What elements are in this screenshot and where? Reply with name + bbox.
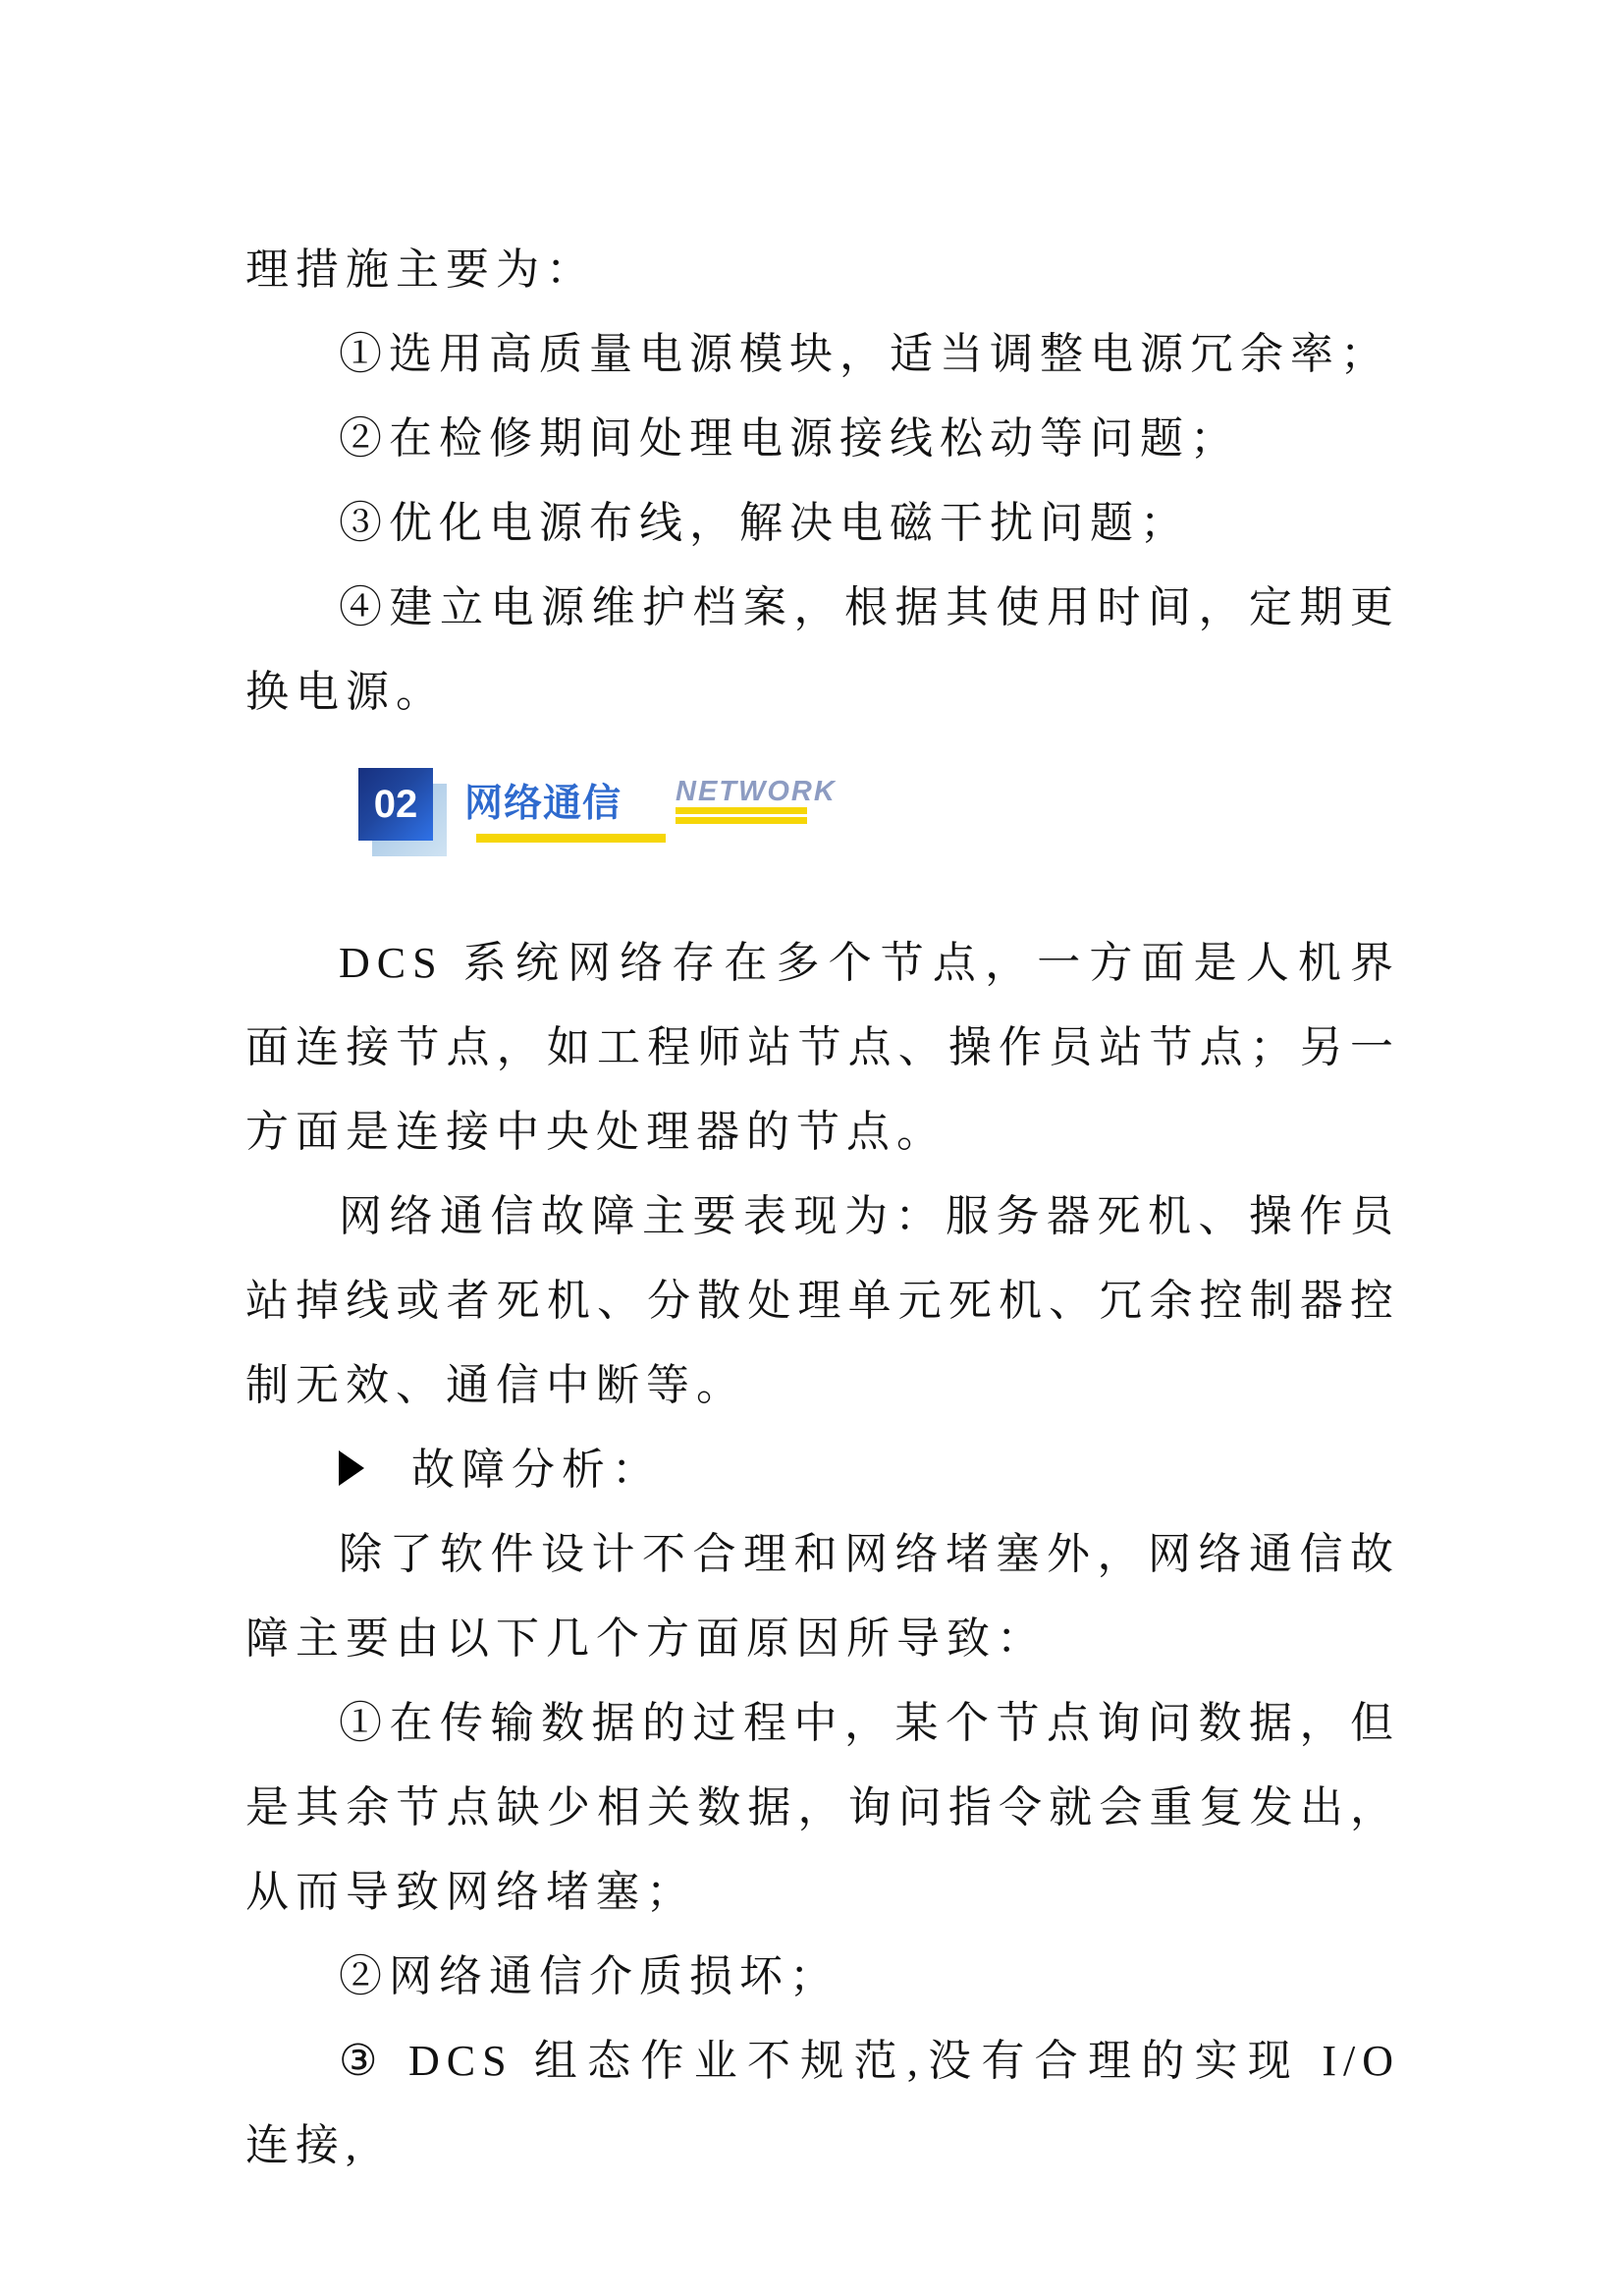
section-title: 网络通信 bbox=[464, 783, 622, 825]
badge-number: 02 bbox=[358, 768, 433, 841]
numbered-item-4-power: ④建立电源维护档案，根据其使用时间，定期更换电源。 bbox=[245, 583, 1400, 716]
bullet-item-fault-analysis bbox=[245, 1428, 1400, 1512]
section-subtitle-column bbox=[676, 776, 837, 824]
numbered-item-1-power: ①选用高质量电源模块，适当调整电源冗余率； bbox=[339, 330, 1390, 378]
paragraph: 理措施主要为： bbox=[245, 246, 596, 294]
numbered-item-3-power: ③优化电源布线，解决电磁干扰问题； bbox=[339, 499, 1190, 547]
subtitle-underline-bottom bbox=[676, 817, 807, 824]
section-title-group bbox=[464, 768, 837, 843]
subtitle-underline-top bbox=[676, 807, 807, 814]
section-subtitle: NETWORK bbox=[676, 776, 837, 807]
numbered-item-2-power: ②在检修期间处理电源接线松动等问题； bbox=[339, 414, 1240, 463]
triangle-right-icon bbox=[339, 1450, 364, 1486]
paragraph-fault-causes-intro: 除了软件设计不合理和网络堵塞外，网络通信故障主要由以下几个方面原因所导致： bbox=[245, 1530, 1400, 1663]
section-title-column bbox=[464, 784, 666, 843]
section-header-network bbox=[358, 768, 1400, 890]
paragraph-fault-symptoms: 网络通信故障主要表现为：服务器死机、操作员站掉线或者死机、分散处理单元死机、冗余控制器控制无效、通信中断等。 bbox=[245, 1192, 1400, 1409]
title-underline bbox=[476, 834, 666, 843]
numbered-item-1-network: ①在传输数据的过程中，某个节点询问数据，但是其余节点缺少相关数据，询问指令就会重复发出，从而导致网络堵塞； bbox=[245, 1699, 1400, 1916]
numbered-item-2-network: ②网络通信介质损坏； bbox=[339, 1952, 839, 2000]
bullet-text: 故障分析： bbox=[411, 1446, 662, 1494]
numbered-item-3-network: ③ DCS 组态作业不规范,没有合理的实现 I/O 连接, bbox=[245, 2037, 1400, 2169]
text-content bbox=[245, 228, 1400, 2188]
paragraph-dcs-nodes: DCS 系统网络存在多个节点，一方面是人机界面连接节点，如工程师站节点、操作员站节点；另一方面是连接中央处理器的节点。 bbox=[245, 939, 1400, 1156]
section-number-badge bbox=[358, 768, 447, 858]
